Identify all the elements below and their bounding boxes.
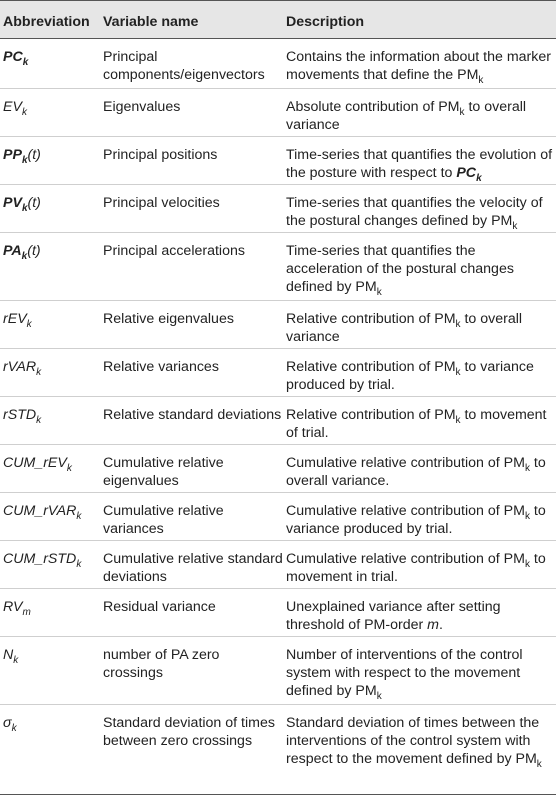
description-cell: Relative contribution of $PM_k$ to variance produced by trial. xyxy=(286,359,534,393)
table-row xyxy=(0,89,556,137)
table-row xyxy=(0,493,556,541)
header-description: Description xyxy=(286,14,365,30)
abbreviation-cell: $\sigma_k$ xyxy=(3,715,17,734)
description-cell: Unexplained variance after setting threshold of PM-order m. xyxy=(286,599,501,633)
variable-name-cell: Cumulative relative variances xyxy=(103,503,224,537)
description-cell: Time-series that quantifies the evolution of the posture with respect to $PC_k$ xyxy=(286,147,553,184)
header-abbreviation: Abbreviation xyxy=(3,14,90,30)
variable-name-cell: Relative eigenvalues xyxy=(103,311,234,327)
table-row xyxy=(0,589,556,637)
description-cell: Relative contribution of $PM_k$ to overall variance xyxy=(286,311,523,345)
description-cell: Absolute contribution of $PM_k$ to overall variance xyxy=(286,99,527,133)
abbreviation-cell: CUM_rEV$_k$ xyxy=(3,455,72,474)
variable-name-cell: Standard deviation of times between zero crossings xyxy=(103,715,275,749)
abbreviation-cell: rSTD$_k$ xyxy=(3,407,42,426)
table-row xyxy=(0,39,556,89)
abbreviation-cell: CUM_rVAR$_k$ xyxy=(3,503,82,522)
abbreviation-cell: rVAR$_k$ xyxy=(3,359,42,378)
table-row xyxy=(0,185,556,233)
abbreviation-cell: $EV_k$ xyxy=(3,99,27,118)
variable-name-cell: Principal positions xyxy=(103,147,218,163)
abbreviation-cell: $PA_k(t)$ xyxy=(3,243,41,262)
table-row xyxy=(0,137,556,185)
variable-name-cell: Principal accelerations xyxy=(103,243,245,259)
variable-name-cell: Cumulative relative eigenvalues xyxy=(103,455,224,489)
abbreviation-cell: $PP_k(t)$ xyxy=(3,147,41,166)
variable-name-cell: number of PA zero crossings xyxy=(103,647,220,681)
table-row xyxy=(0,445,556,493)
description-cell: Number of interventions of the control system with respect to the movement defined by $PM_k$ xyxy=(286,647,523,702)
variable-name-cell: Eigenvalues xyxy=(103,99,181,115)
variable-name-cell: Residual variance xyxy=(103,599,216,615)
description-cell: Cumulative relative contribution of $PM_k$ to variance produced by trial. xyxy=(286,503,546,537)
table-row xyxy=(0,705,556,795)
abbreviation-cell: CUM_rSTD$_k$ xyxy=(3,551,82,570)
table-row xyxy=(0,637,556,705)
description-cell: Cumulative relative contribution of $PM_k$ to overall variance. xyxy=(286,455,546,489)
description-cell: Cumulative relative contribution of $PM_k$ to movement in trial. xyxy=(286,551,546,585)
variable-name-cell: Cumulative relative standard deviations xyxy=(103,551,283,585)
description-cell: Time-series that quantifies the velocity of the postural changes defined by $PM_k$ xyxy=(286,195,543,232)
table-row xyxy=(0,541,556,589)
abbreviation-cell: $PC_k$ xyxy=(3,49,29,68)
description-cell: Time-series that quantifies the acceleration of the postural changes defined by $PM_k$ xyxy=(286,243,514,298)
table-row xyxy=(0,397,556,445)
table-header xyxy=(0,0,556,39)
abbreviation-cell: $PV_k(t)$ xyxy=(3,195,41,214)
table-row xyxy=(0,233,556,301)
header-variable-name: Variable name xyxy=(103,14,199,30)
table-row xyxy=(0,349,556,397)
description-cell: Standard deviation of times between the interventions of the control system with respect to the movement defined by $PM_k$ xyxy=(286,715,542,770)
variable-name-cell: Relative standard deviations xyxy=(103,407,282,423)
description-cell: Relative contribution of $PM_k$ to movement of trial. xyxy=(286,407,547,441)
description-cell: Contains the information about the marker movements that define the $PM_k$ xyxy=(286,49,551,86)
table-row xyxy=(0,301,556,349)
variable-name-cell: Principal components/eigenvectors xyxy=(103,49,265,83)
abbreviation-cell: rEV$_k$ xyxy=(3,311,32,330)
variable-name-cell: Principal velocities xyxy=(103,195,220,211)
variable-name-cell: Relative variances xyxy=(103,359,219,375)
abbreviation-cell: $RV_m$ xyxy=(3,599,31,618)
abbreviation-cell: $N_k$ xyxy=(3,647,19,666)
